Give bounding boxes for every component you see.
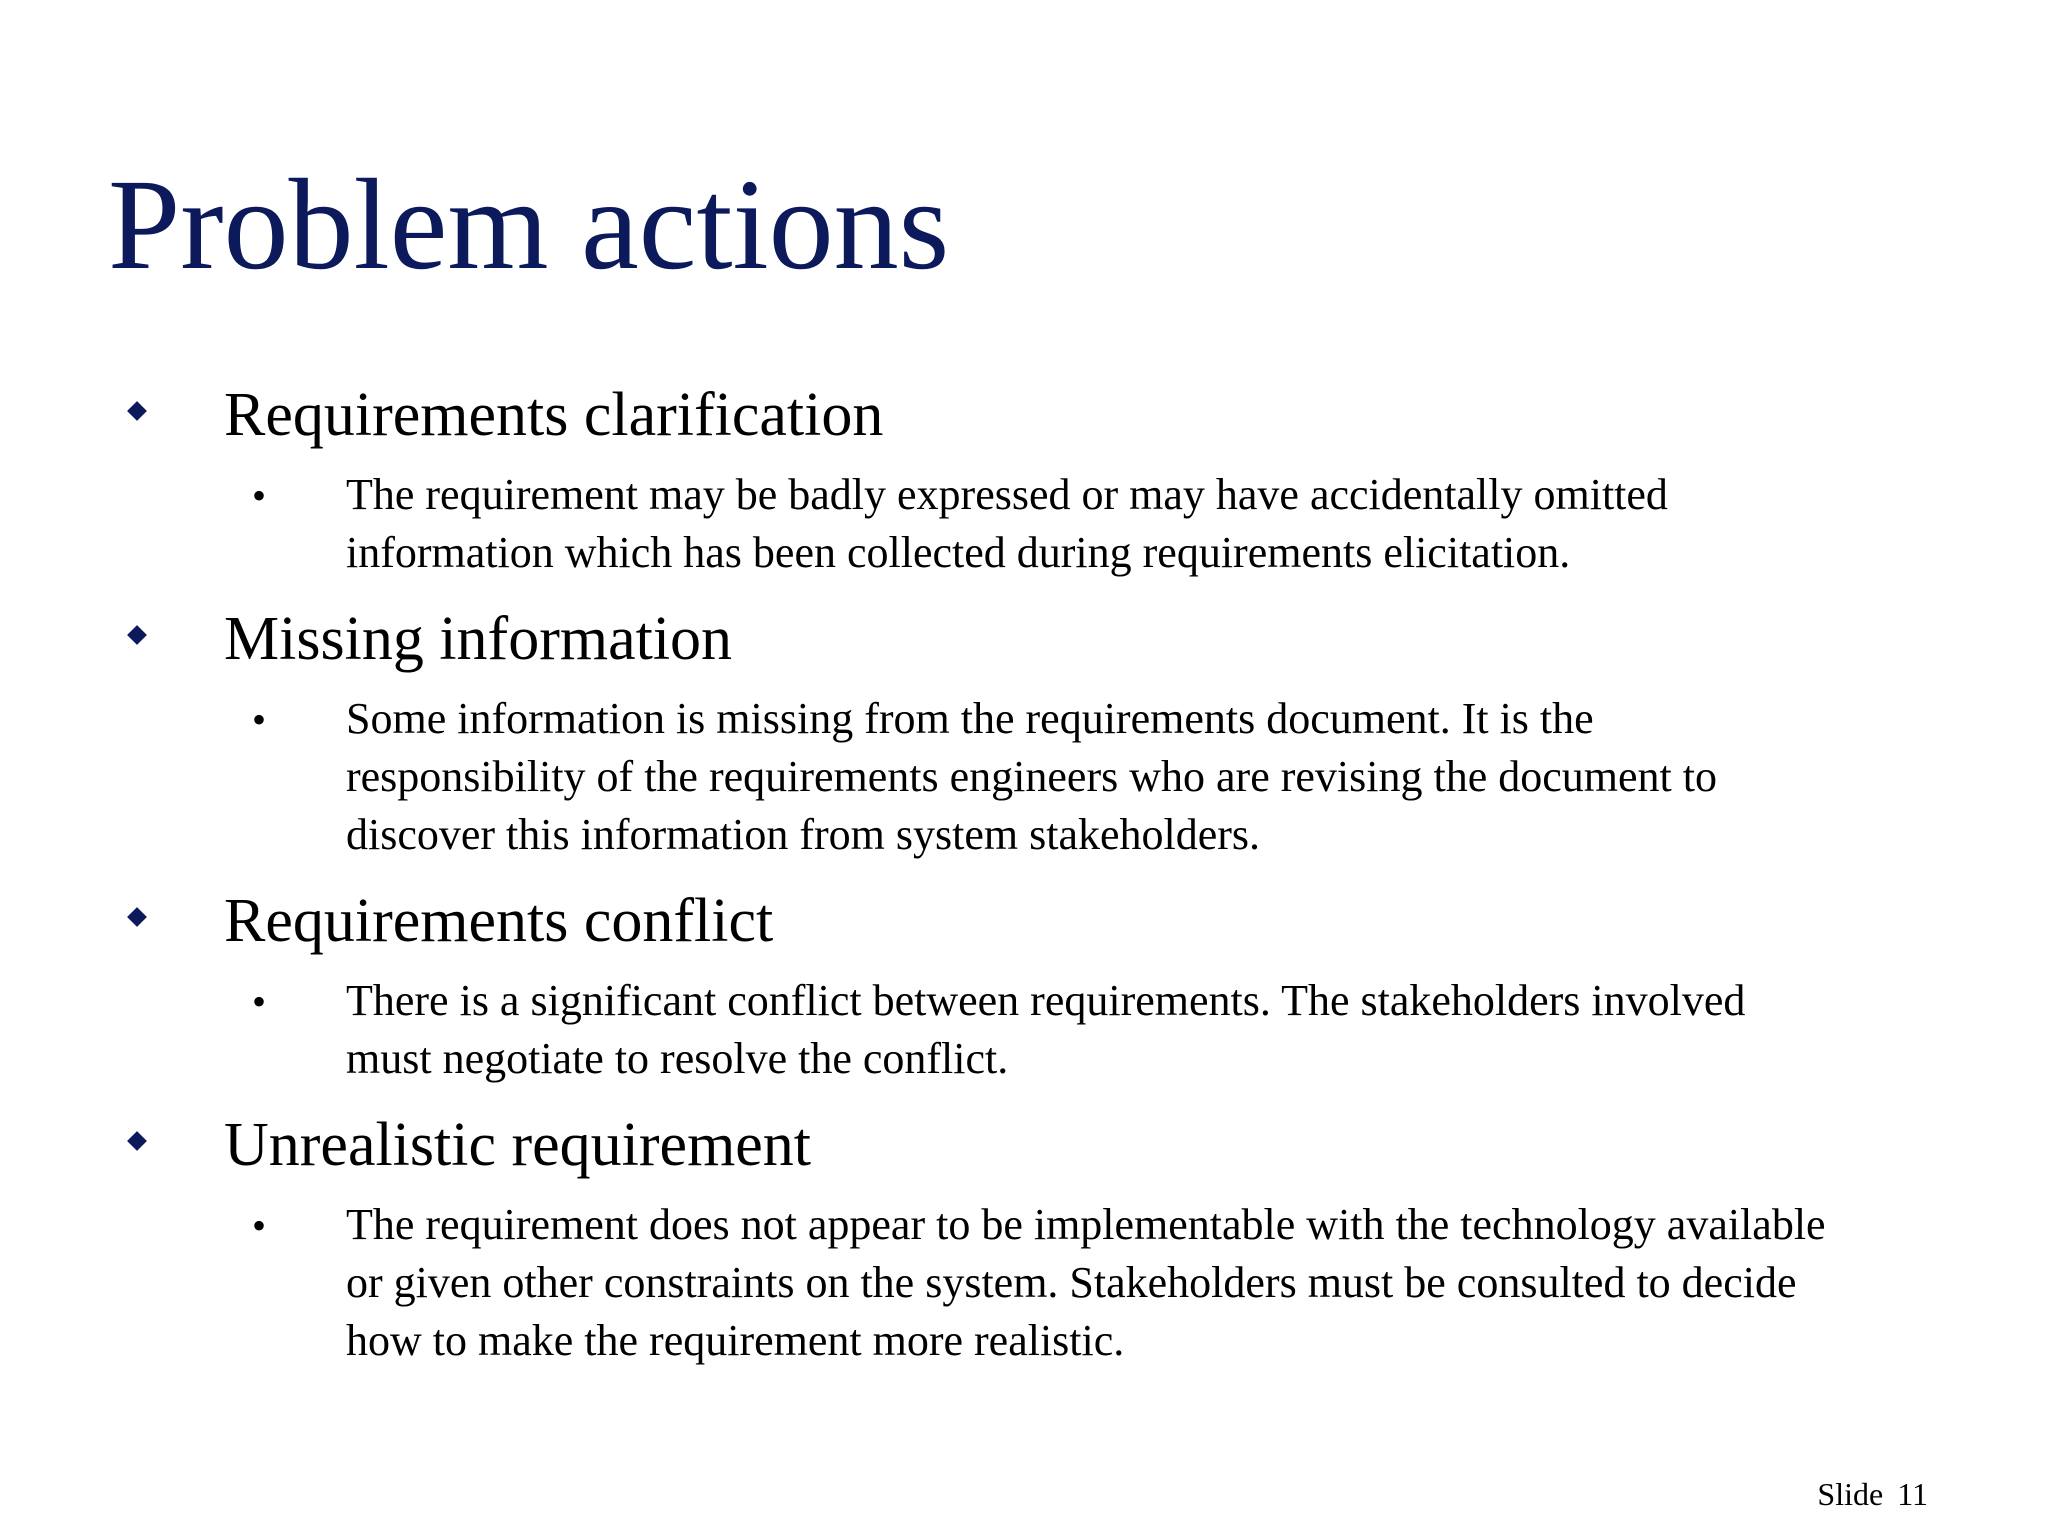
bullet-heading: Requirements clarification (224, 381, 884, 449)
round-bullet-icon: • (252, 1203, 267, 1248)
slide-title: Problem actions (108, 153, 950, 297)
diamond-bullet-icon (127, 907, 147, 927)
detail-line: responsibility of the requirements engineers who are revising the document to (346, 752, 1717, 801)
detail-line: how to make the requirement more realistic. (346, 1316, 1125, 1365)
detail-line: The requirement does not appear to be implementable with the technology available (346, 1200, 1826, 1249)
round-bullet-icon: • (252, 697, 267, 742)
detail-line: must negotiate to resolve the conflict. (346, 1034, 1009, 1083)
round-bullet-icon: • (252, 979, 267, 1024)
detail-line: discover this information from system stakeholders. (346, 810, 1261, 859)
bullet-heading: Unrealistic requirement (224, 1111, 812, 1179)
bullet-heading: Requirements conflict (224, 887, 774, 955)
detail-line: The requirement may be badly expressed or may have accidentally omitted (346, 470, 1668, 519)
bullet-detail (346, 1196, 2006, 1370)
bullet-detail (346, 690, 2006, 864)
slide-label: Slide (1817, 1476, 1884, 1512)
bullet-detail (346, 466, 2006, 582)
slide-number (1817, 1478, 1928, 1510)
diamond-bullet-icon (127, 401, 147, 421)
bullet-heading: Missing information (224, 605, 733, 673)
bullet-detail (346, 972, 2006, 1088)
slide-number-value: 11 (1897, 1476, 1928, 1512)
diamond-bullet-icon (127, 625, 147, 645)
round-bullet-icon: • (252, 473, 267, 518)
detail-line: or given other constraints on the system. Stakeholders must be consulted to decide (346, 1258, 1797, 1307)
detail-line: information which has been collected during requirements elicitation. (346, 528, 1571, 577)
detail-line: There is a significant conflict between requirements. The stakeholders involved (346, 976, 1746, 1025)
detail-line: Some information is missing from the requirements document. It is the (346, 694, 1594, 743)
diamond-bullet-icon (127, 1131, 147, 1151)
